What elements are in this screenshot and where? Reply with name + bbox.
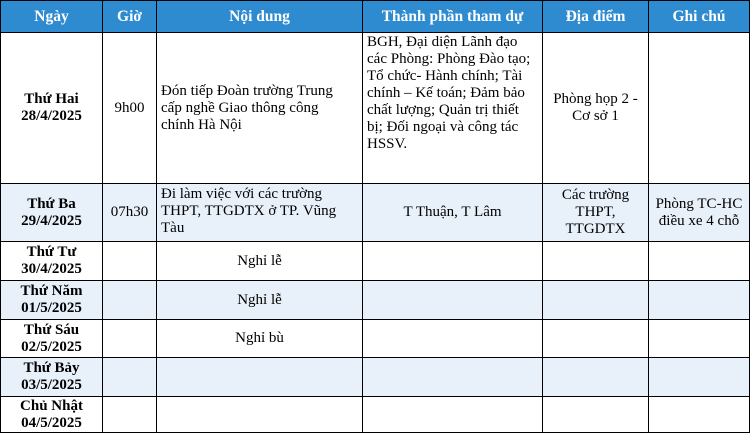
time-cell (103, 397, 157, 433)
table-row (1, 242, 750, 281)
day-cell (1, 184, 103, 242)
day-cell (1, 33, 103, 184)
time-cell (103, 281, 157, 320)
note-cell (649, 358, 750, 397)
table-row (1, 33, 750, 184)
table-row (1, 358, 750, 397)
time-cell (103, 320, 157, 358)
day-name: Thứ Tư (26, 244, 77, 260)
note-cell (649, 281, 750, 320)
day-name: Thứ Hai (24, 91, 79, 107)
day-name: Thứ Ba (27, 195, 76, 212)
day-cell (1, 242, 103, 281)
day-name: Thứ Sáu (23, 321, 80, 338)
header-content: Nội dung (157, 1, 363, 33)
header-day: Ngày (1, 1, 103, 33)
day-cell (1, 320, 103, 358)
day-name: Thứ Bảy (23, 360, 80, 376)
day-date: 03/5/2025 (21, 377, 82, 393)
day-date: 02/5/2025 (21, 338, 82, 355)
day-cell (1, 397, 103, 433)
header-time: Giờ (103, 1, 157, 33)
table-row (1, 281, 750, 320)
header-row (1, 1, 750, 33)
table-row (1, 397, 750, 433)
content-cell: Đón tiếp Đoàn trường Trung cấp nghề Giao thông công chính Hà Nội (157, 33, 363, 184)
note-cell (649, 242, 750, 281)
time-cell: 9h00 (103, 33, 157, 184)
time-cell (103, 242, 157, 281)
time-cell (103, 358, 157, 397)
table-row (1, 184, 750, 242)
location-cell (543, 358, 649, 397)
header-location: Địa điểm (543, 1, 649, 33)
note-cell (649, 320, 750, 358)
participants-cell (363, 397, 543, 433)
day-date: 30/4/2025 (21, 261, 82, 277)
note-cell: Phòng TC-HC điều xe 4 chỗ (649, 184, 750, 242)
day-cell (1, 358, 103, 397)
day-cell (1, 281, 103, 320)
day-name: Thứ Năm (20, 283, 83, 299)
time-cell: 07h30 (103, 184, 157, 242)
content-cell (157, 358, 363, 397)
content-cell (157, 397, 363, 433)
day-name: Chủ Nhật (20, 397, 83, 414)
content-cell: Đi làm việc với các trường THPT, TTGDTX ở TP. Vũng Tàu (157, 184, 363, 242)
header-participants: Thành phần tham dự (363, 1, 543, 33)
day-date: 28/4/2025 (21, 108, 82, 124)
location-cell (543, 397, 649, 433)
table-row (1, 320, 750, 358)
participants-cell: T Thuận, T Lâm (363, 184, 543, 242)
location-cell (543, 320, 649, 358)
day-date: 04/5/2025 (21, 414, 82, 431)
participants-cell (363, 320, 543, 358)
location-cell: Phòng họp 2 - Cơ sở 1 (543, 33, 649, 184)
note-cell (649, 33, 750, 184)
participants-cell (363, 281, 543, 320)
participants-cell: BGH, Đại diện Lãnh đạo các Phòng: Phòng Đào tạo; Tổ chức- Hành chính; Tài chính – Kế toán; Đảm bảo chất lượng; Quản trị thiết bị; Đối ngoại và công tác HSSV. (363, 33, 543, 184)
header-note: Ghi chú (649, 1, 750, 33)
note-cell (649, 397, 750, 433)
day-date: 01/5/2025 (21, 300, 82, 316)
content-cell: Nghỉ bù (157, 320, 363, 358)
participants-cell (363, 242, 543, 281)
content-cell: Nghỉ lễ (157, 281, 363, 320)
content-cell: Nghỉ lễ (157, 242, 363, 281)
participants-cell (363, 358, 543, 397)
location-cell: Các trường THPT, TTGDTX (543, 184, 649, 242)
day-date: 29/4/2025 (21, 212, 82, 229)
location-cell (543, 242, 649, 281)
location-cell (543, 281, 649, 320)
